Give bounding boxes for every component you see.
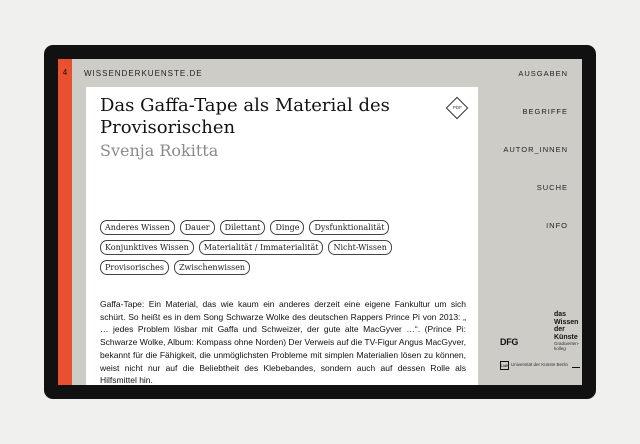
dwk-line-4: Künste	[554, 333, 578, 341]
dfg-logo[interactable]: DFG	[500, 337, 519, 347]
pdf-icon-label: PDF	[452, 105, 462, 111]
tag-list	[100, 220, 440, 280]
issue-marker[interactable]	[58, 59, 72, 385]
nav-autor-innen[interactable]: AUTOR_INNEN	[503, 145, 568, 154]
device-frame	[44, 45, 596, 399]
tag-dauer[interactable]: Dauer	[180, 220, 215, 235]
article-panel	[86, 87, 478, 385]
tag-dysfunktionalitaet[interactable]: Dysfunktionalität	[309, 220, 389, 235]
issue-number: 4	[62, 68, 68, 77]
udk-divider	[572, 367, 580, 368]
tag-dilettant[interactable]: Dilettant	[220, 220, 266, 235]
article-title: Das Gaffa-Tape als Material des Provisorischen	[100, 95, 390, 138]
browser-screen	[58, 59, 582, 385]
dwk-sub-2: kolleg	[554, 346, 566, 351]
tag-anderes-wissen[interactable]: Anderes Wissen	[100, 220, 175, 235]
dwk-sub-1: Graduierten-	[554, 341, 580, 346]
tag-provisorisches[interactable]: Provisorisches	[100, 260, 169, 275]
site-title[interactable]: WISSENDERKUENSTE.DE	[84, 69, 203, 78]
nav-suche[interactable]: SUCHE	[536, 183, 568, 192]
tag-materialitaet[interactable]: Materialität / Immaterialität	[199, 240, 324, 255]
pdf-download-button[interactable]	[446, 97, 469, 120]
tag-konjunktives-wissen[interactable]: Konjunktives Wissen	[100, 240, 194, 255]
dwk-logo[interactable]	[554, 311, 582, 351]
dwk-line-2: Wissen	[554, 318, 579, 326]
nav-ausgaben[interactable]: AUSGABEN	[518, 69, 568, 78]
tag-dinge[interactable]: Dinge	[270, 220, 304, 235]
partner-logos	[500, 309, 582, 385]
nav-begriffe[interactable]: BEGRIFFE	[522, 107, 568, 116]
tag-nicht-wissen[interactable]: Nicht-Wissen	[328, 240, 391, 255]
udk-logo-text[interactable]: Universität der Künste Berlin	[511, 362, 569, 367]
article-author[interactable]: Svenja Rokitta	[100, 141, 219, 160]
article-body: Gaffa-Tape: Ein Material, das wie kaum ein anderes derzeit eine eigene Fankultur um sich schürt. So heißt es in dem Song Schwarze Wolke des deutschen Rappers Prince Pi von 2013: „ … jedes Problem lösbar mit Gaffa und Schweizer, der gute alte MacGyver …“. (Prince Pi: Schwarze Wolke, Album: Kompass ohne Norden) Der Verweis auf die TV-Figur Angus MacGyver, bekannt für die Fähigkeit, die unmöglichsten Probleme mit simplen Materialien lösen zu können, weist nicht nur auf die Beliebtheit des Klebebandes, sondern auch auf dessen Rolle als Hilfsmittel hin.	[100, 299, 466, 385]
dwk-line-1: das	[554, 311, 567, 318]
dwk-line-3: der	[554, 326, 565, 333]
tag-zwischenwissen[interactable]: Zwischenwissen	[174, 260, 250, 275]
nav-info[interactable]: INFO	[546, 221, 568, 230]
udk-logo-icon: UdK	[501, 363, 509, 368]
